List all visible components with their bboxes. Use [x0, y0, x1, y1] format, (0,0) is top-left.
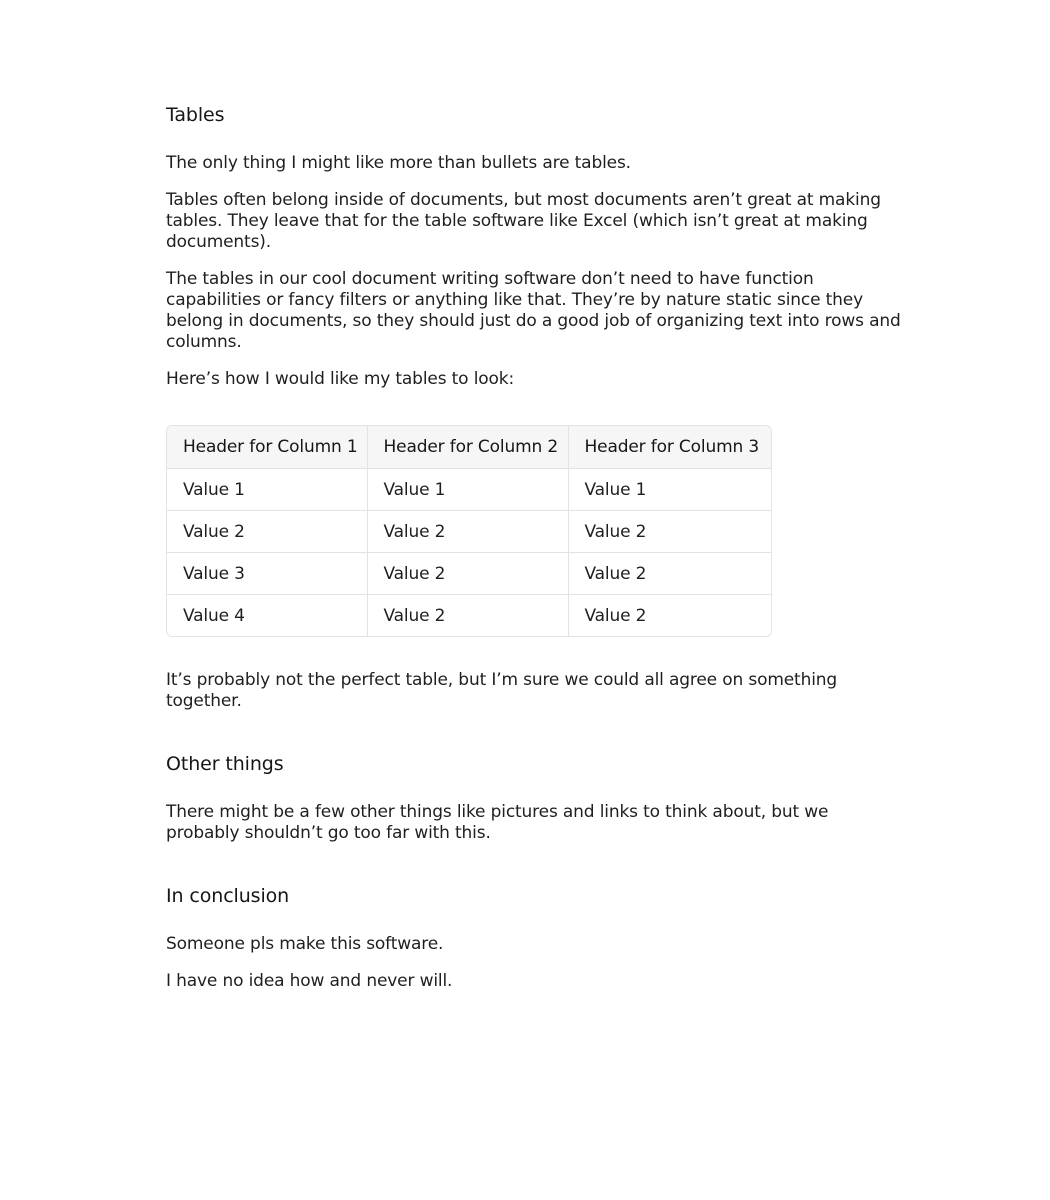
table-cell: Value 2 — [584, 605, 647, 626]
section-heading-other: Other things — [166, 753, 284, 775]
table-cell: Value 2 — [367, 553, 568, 595]
text-line: together. — [166, 691, 242, 711]
text-line: belong in documents, so they should just do a good job of organizing text into rows and — [166, 311, 901, 331]
data-table — [166, 425, 772, 637]
table-row — [167, 595, 771, 637]
table-cell: Value 2 — [367, 595, 568, 637]
paragraph — [166, 190, 881, 253]
table-cell: Value 2 — [367, 511, 568, 553]
paragraph: Someone pls make this software. — [166, 934, 444, 954]
table-cell: Value 2 — [167, 511, 367, 553]
paragraph: Here’s how I would like my tables to look: — [166, 369, 515, 389]
section-heading-tables: Tables — [166, 104, 225, 126]
paragraph: I have no idea how and never will. — [166, 971, 453, 991]
column-header: Header for Column 2 — [367, 426, 568, 469]
table-row — [167, 553, 771, 595]
table-cell: Value 1 — [568, 469, 771, 511]
text-line: columns. — [166, 332, 242, 352]
text-line: There might be a few other things like pictures and links to think about, but we — [166, 802, 829, 822]
section-heading-conclusion: In conclusion — [166, 885, 290, 907]
table-row — [167, 511, 771, 553]
column-header: Header for Column 1 — [167, 426, 367, 469]
table-header-row — [167, 426, 771, 469]
text-line: Tables often belong inside of documents, but most documents aren’t great at making — [166, 190, 881, 210]
table-cell: Value 4 — [167, 595, 367, 637]
table-cell: Value 1 — [167, 469, 367, 511]
table-cell: Value 3 — [167, 553, 367, 595]
text-line: probably shouldn’t go too far with this. — [166, 823, 491, 843]
text-line: The tables in our cool document writing software don’t need to have function — [166, 269, 814, 289]
paragraph: The only thing I might like more than bullets are tables. — [166, 153, 631, 173]
text-line: documents). — [166, 232, 272, 252]
paragraph — [166, 269, 901, 353]
column-header: Header for Column 3 — [568, 426, 771, 469]
paragraph — [166, 802, 828, 844]
table-cell: Value 2 — [568, 511, 771, 553]
text-line: It’s probably not the perfect table, but I’m sure we could all agree on something — [166, 670, 838, 690]
paragraph — [166, 670, 837, 712]
table-cell: Value 2 — [568, 553, 771, 595]
text-line: tables. They leave that for the table software like Excel (which isn’t great at making — [166, 211, 868, 231]
text-line: capabilities or fancy filters or anything like that. They’re by nature static since they — [166, 290, 864, 310]
table-cell: Value 1 — [367, 469, 568, 511]
table-row — [167, 469, 771, 511]
